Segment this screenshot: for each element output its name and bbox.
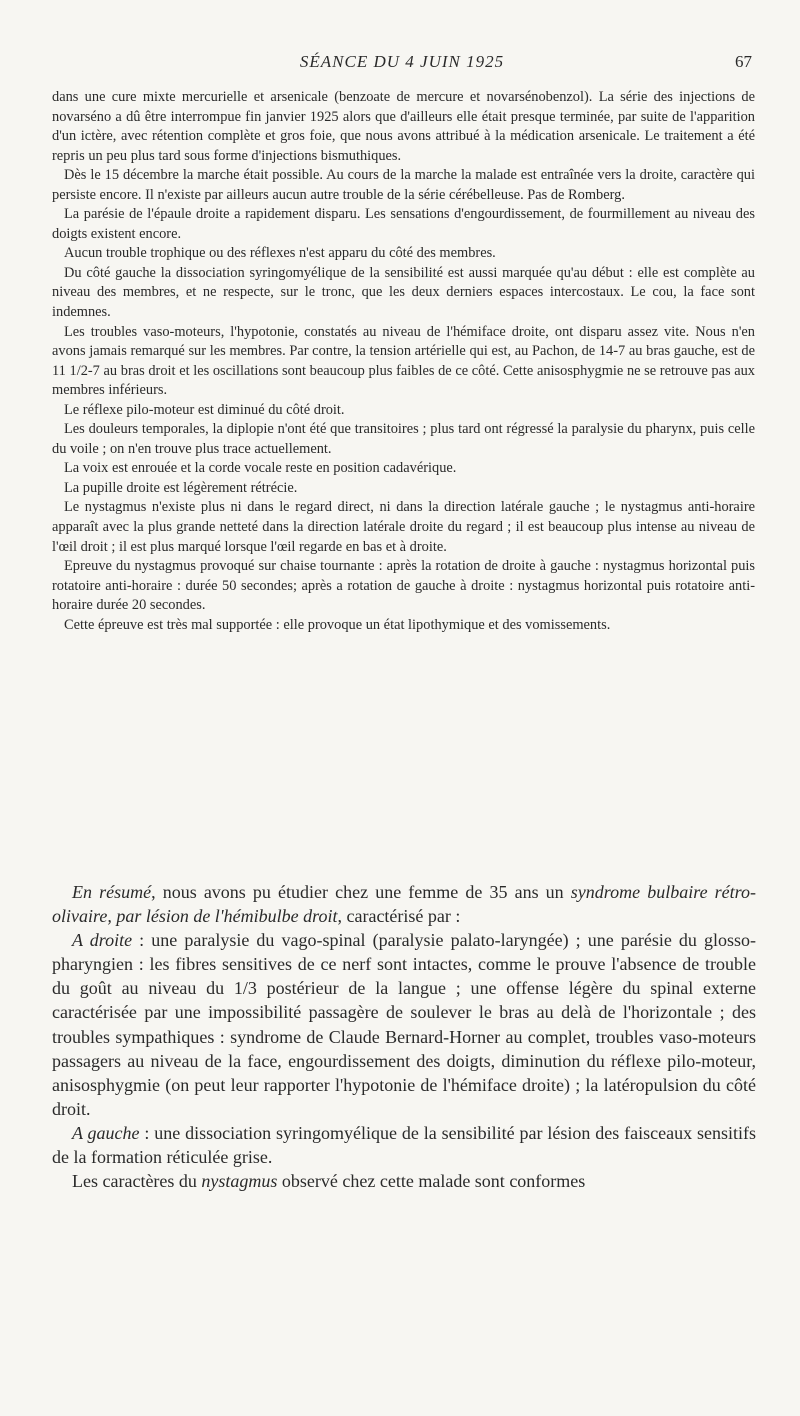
right-side-paragraph bbox=[52, 928, 756, 1121]
summary-lead: En résumé bbox=[72, 882, 152, 902]
left-side-text: : une dissociation syringomyélique de la sensibilité par lésion des faisceaux sensitifs de la formation réticulée grise. bbox=[52, 1122, 756, 1168]
summary-text: , nous avons pu étudier chez une femme de 35 ans un bbox=[151, 882, 571, 902]
paragraph: Du côté gauche la dissociation syringomyélique de la sensibilité est aussi marquée qu'au début : elle est complète au niveau des membres, et ne respecte, sur le tronc, que les deux derniers espaces intercostaux. Le cou, la face sont indemnes. bbox=[52, 264, 755, 321]
paragraph: Les troubles vaso-moteurs, l'hypotonie, constatés au niveau de l'hémiface droite, ont disparu assez vite. Nous n'en avons jamais remarqué sur les membres. Par contre, la tension artérielle qui est, au Pachon, de 14-7 au bras gauche, est de 11 1/2-7 au bras droit et les oscillations sont beaucoup plus faibles de ce côté. Cette anisosphygmie ne se retrouve pas aux membres inférieurs. bbox=[52, 323, 755, 399]
paragraph: Le réflexe pilo-moteur est diminué du côté droit. bbox=[64, 401, 345, 418]
summary-paragraph bbox=[52, 880, 756, 928]
right-side-lead: A droite bbox=[72, 930, 133, 951]
page-number: 67 bbox=[735, 52, 752, 71]
case-report-section bbox=[52, 88, 755, 635]
paragraph: dans une cure mixte mercurielle et arsenicale (benzoate de mercure et novarsénobenzol). La série des injections de novarséno a dû être interrompue fin janvier 1925 alors que d'ailleurs elle était presque terminée, par suite de l'apparition d'un ictère, avec rétention complète et gros foie, que nous avons attribué à la médication arsenicale. Le traitement a été repris un peu plus tard sous forme d'injections bismuthiques. bbox=[52, 89, 755, 164]
nystagmus-after: observé chez cette malade sont conformes bbox=[277, 1171, 586, 1192]
left-side-lead: A gauche bbox=[72, 1122, 140, 1143]
running-title: SÉANCE DU 4 JUIN 1925 bbox=[299, 52, 505, 71]
summary-tail: , caractérisé par : bbox=[337, 906, 461, 927]
paragraph: La pupille droite est légèrement rétrécie. bbox=[64, 479, 298, 496]
syndrome-name: syndrome bulbaire rétro-olivaire, par lésion de l'hémibulbe droit bbox=[52, 882, 756, 927]
paragraph: Aucun trouble trophique ou des réflexes n'est apparu du côté des membres. bbox=[64, 245, 496, 262]
left-side-paragraph bbox=[52, 1121, 756, 1169]
paragraph: La parésie de l'épaule droite a rapidement disparu. Les sensations d'engourdissement, de fourmillement au niveau des doigts existent encore. bbox=[52, 206, 755, 242]
paragraph: Epreuve du nystagmus provoqué sur chaise tournante : après la rotation de droite à gauche : nystagmus horizontal puis rotatoire anti-horaire : durée 50 secondes; après a rotation de gauche à droite : nystagmus horizontal puis rotatoire anti-horaire durée 20 secondes. bbox=[52, 558, 755, 614]
paragraph: La voix est enrouée et la corde vocale reste en position cadavérique. bbox=[64, 460, 457, 477]
paragraph: Cette épreuve est très mal supportée : elle provoque un état lipothymique et des vomissements. bbox=[64, 616, 611, 633]
paragraph: Les douleurs temporales, la diplopie n'ont été que transitoires ; plus tard ont régressé la paralysie du pharynx, puis celle du voile ; on n'en trouve plus trace actuellement. bbox=[52, 421, 755, 457]
summary-section bbox=[52, 880, 756, 1193]
nystagmus-before: Les caractères du bbox=[72, 1171, 202, 1192]
paragraph: Le nystagmus n'existe plus ni dans le regard direct, ni dans la direction latérale gauche ; le nystagmus anti-horaire apparaît avec la plus grande netteté dans la direction latérale droite du regard ; il est beaucoup plus intense au niveau de l'œil droit ; il est plus marqué lorsque l'œil regarde en bas et à droite. bbox=[52, 499, 755, 555]
right-side-text: : une paralysie du vago-spinal (paralysie palato-laryngée) ; une parésie du glosso-pharyngien : les fibres sensitives de ce nerf sont intactes, comme le prouve l'absence de trouble du goût au niveau du 1/3 postérieur de la langue ; une offense légère du spinal externe caractérisée par une impossibilité passagère de soulever le bras au delà de l'horizontale ; des troubles sympathiques : syndrome de Claude Bernard-Horner au complet, troubles vaso-moteurs passagers au niveau de la face, engourdissement des doigts, diminution du réflexe pilo-moteur, anisosphygmie (on peut leur rapporter l'hypotonie de l'hémiface droite) ; la latéropulsion du côté droit. bbox=[52, 930, 757, 1119]
paragraph: Dès le 15 décembre la marche était possible. Au cours de la marche la malade est entraînée vers la droite, caractère qui persiste encore. Il n'existe par ailleurs aucun autre trouble de la série cérébelleuse. Pas de Romberg. bbox=[52, 167, 755, 203]
nystagmus-paragraph bbox=[52, 1169, 756, 1193]
page-header bbox=[52, 52, 752, 76]
nystagmus-word: nystagmus bbox=[201, 1171, 278, 1192]
